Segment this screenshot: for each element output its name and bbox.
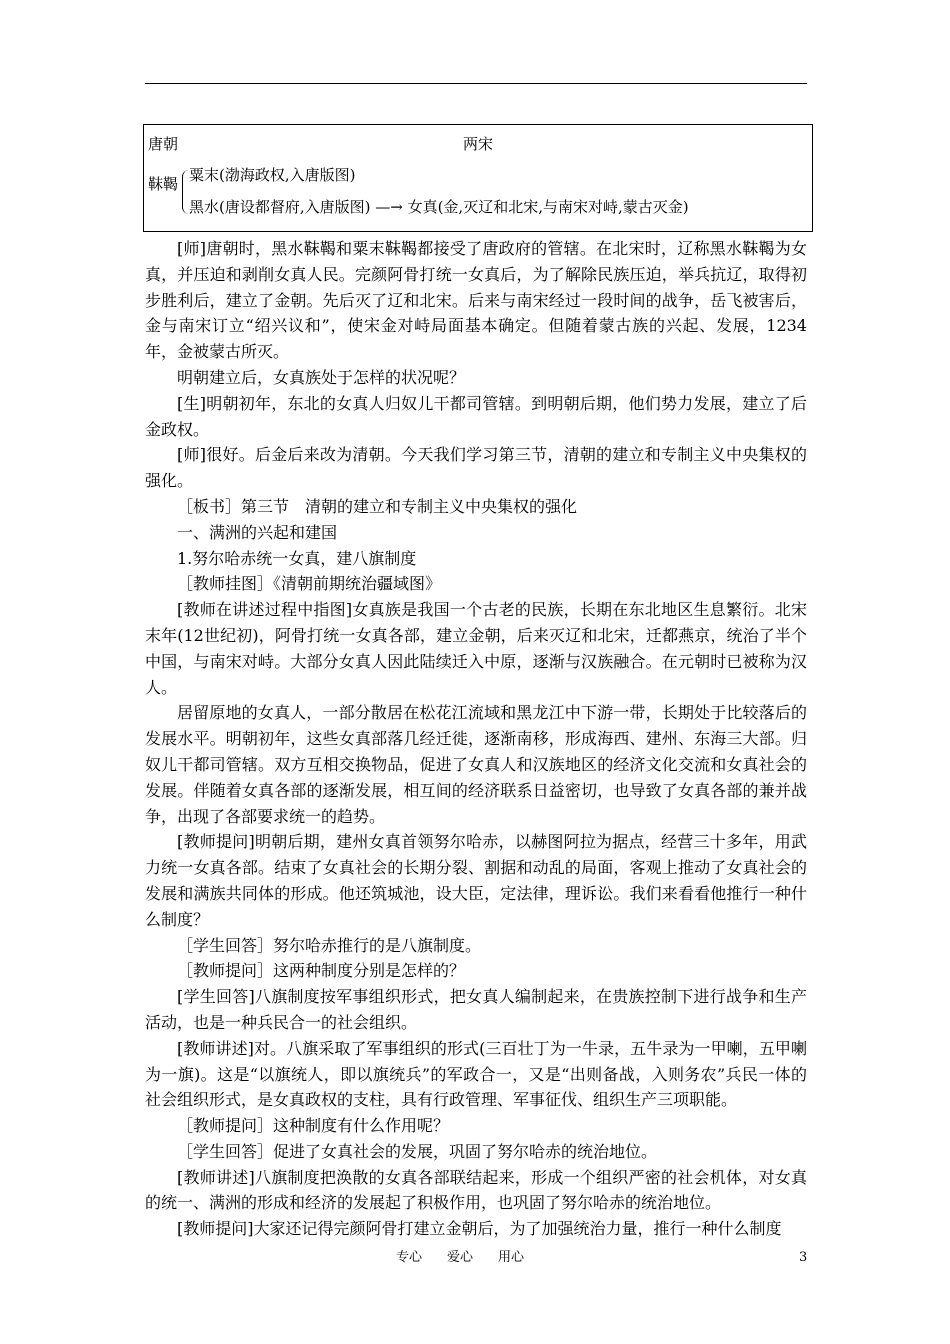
branch-sumo: 粟末(渤海政权,入唐版图) [189, 166, 356, 184]
paragraph: [生]明朝初年，东北的女真人归奴儿干都司管辖。到明朝后期，他们势力发展，建立了后金政权。 [145, 393, 807, 439]
body-text [145, 236, 807, 1242]
paragraph: ［教师提问］这种制度有什么作用呢？ [177, 1116, 450, 1136]
paragraph: ［教师挂图］《清朝前期统治疆域图》 [177, 574, 442, 594]
paragraph: ［教师提问］这两种制度分别是怎样的？ [177, 961, 466, 981]
paragraph: ［学生回答］努尔哈赤推行的是八旗制度。 [177, 935, 482, 955]
section-heading: 一、满洲的兴起和建国 [177, 522, 338, 542]
paragraph: [教师提问]大家还记得完颜阿骨打建立金朝后，为了加强统治力量，推行一种什么制度 [177, 1219, 782, 1239]
paragraph: [教师讲述]对。八旗采取了军事组织的形式(三百壮丁为一牛录，五牛录为一甲喇，五甲喇为一旗)。这是“以旗统人，即以旗统兵”的军政合一，又是“出则备战，入则务农”兵民一体的社会组织形式，是女真政权的支柱，具有行政管理、军事征伐、组织生产三项职能。 [145, 1038, 807, 1110]
header-rule [145, 83, 807, 84]
subsection-heading: 1.努尔哈赤统一女真，建八旗制度 [177, 548, 417, 568]
table-left-heading: 唐朝 [148, 135, 179, 153]
footer-motto-1: 专心 [396, 1250, 423, 1265]
paragraph: ［板书］第三节 清朝的建立和专制主义中央集权的强化 [177, 496, 578, 516]
tribe-label: 靺鞨 [148, 175, 179, 193]
paragraph: [教师提问]明朝后期，建州女真首领努尔哈赤，以赫图阿拉为据点，经营三十多年，用武力统一女真各部。结束了女真社会的长期分裂、割据和动乱的局面，客观上推动了女真社会的发展和满族共同体的形成。他还筑城池，设大臣，定法律，理诉讼。我们来看看他推行一种什么制度？ [145, 832, 807, 929]
paragraph: 居留原地的女真人，一部分散居在松花江流域和黑龙江中下游一带，长期处于比较落后的发展水平。明朝初年，这些女真部落几经迁徙，逐渐南移，形成海西、建州、东海三大部。归奴儿干都司管辖。双方互相交换物品，促进了女真人和汉族地区的经济文化交流和女真社会的发展。伴随着女真各部的逐渐发展，相互间的经济联系日益密切，也导致了女真各部的兼并战争，出现了各部要求统一的趋势。 [145, 703, 807, 826]
paragraph: [教师在讲述过程中指图]女真族是我国一个古老的民族，长期在东北地区生息繁衍。北宋末年(12世纪初)，阿骨打统一女真各部，建立金朝，后来灭辽和北宋，迁都燕京，统治了半个中国，与南宋对峙。大部分女真人因此陆续迁入中原，逐渐与汉族融合。在元朝时已被称为汉人。 [145, 600, 807, 697]
branch-heishui: 黑水(唐设都督府,入唐版图) —→ 女真(金,灭辽和北宋,与南宋对峙,蒙古灭金) [189, 198, 689, 216]
paragraph: [学生回答]八旗制度按军事组织形式，把女真人编制起来，在贵族控制下进行战争和生产活动，也是一种兵民合一的社会组织。 [145, 987, 807, 1032]
paragraph: [教师讲述]八旗制度把涣散的女真各部联结起来，形成一个组织严密的社会机体，对女真的统一、满洲的形成和经济的发展起了积极作用，也巩固了努尔哈赤的统治地位。 [145, 1167, 807, 1213]
brace-symbol [182, 170, 189, 214]
paragraph: 明朝建立后，女真族处于怎样的状况呢？ [177, 367, 466, 387]
table-right-heading: 两宋 [463, 135, 494, 153]
paragraph: ［学生回答］促进了女真社会的发展，巩固了努尔哈赤的统治地位。 [177, 1141, 658, 1161]
page-number: 3 [799, 1250, 808, 1265]
paragraph: [师]唐朝时，黑水靺鞨和粟末靺鞨都接受了唐政府的管辖。在北宋时，辽称黑水靺鞨为女真，并压迫和剥削女真人民。完颜阿骨打统一女真后，为了解除民族压迫，举兵抗辽，取得初步胜利后，建立了金朝。先后灭了辽和北宋。后来与南宋经过一段时间的战争，岳飞被害后，金与南宋订立“绍兴议和”，使宋金对峙局面基本确定。但随着蒙古族的兴起、发展，1234年，金被蒙古所灭。 [145, 239, 807, 362]
footer-motto-3: 用心 [498, 1250, 525, 1265]
footer-motto-2: 爱心 [447, 1250, 474, 1265]
paragraph: [师]很好。后金后来改为清朝。今天我们学习第三节，清朝的建立和专制主义中央集权的强化。 [145, 445, 807, 491]
